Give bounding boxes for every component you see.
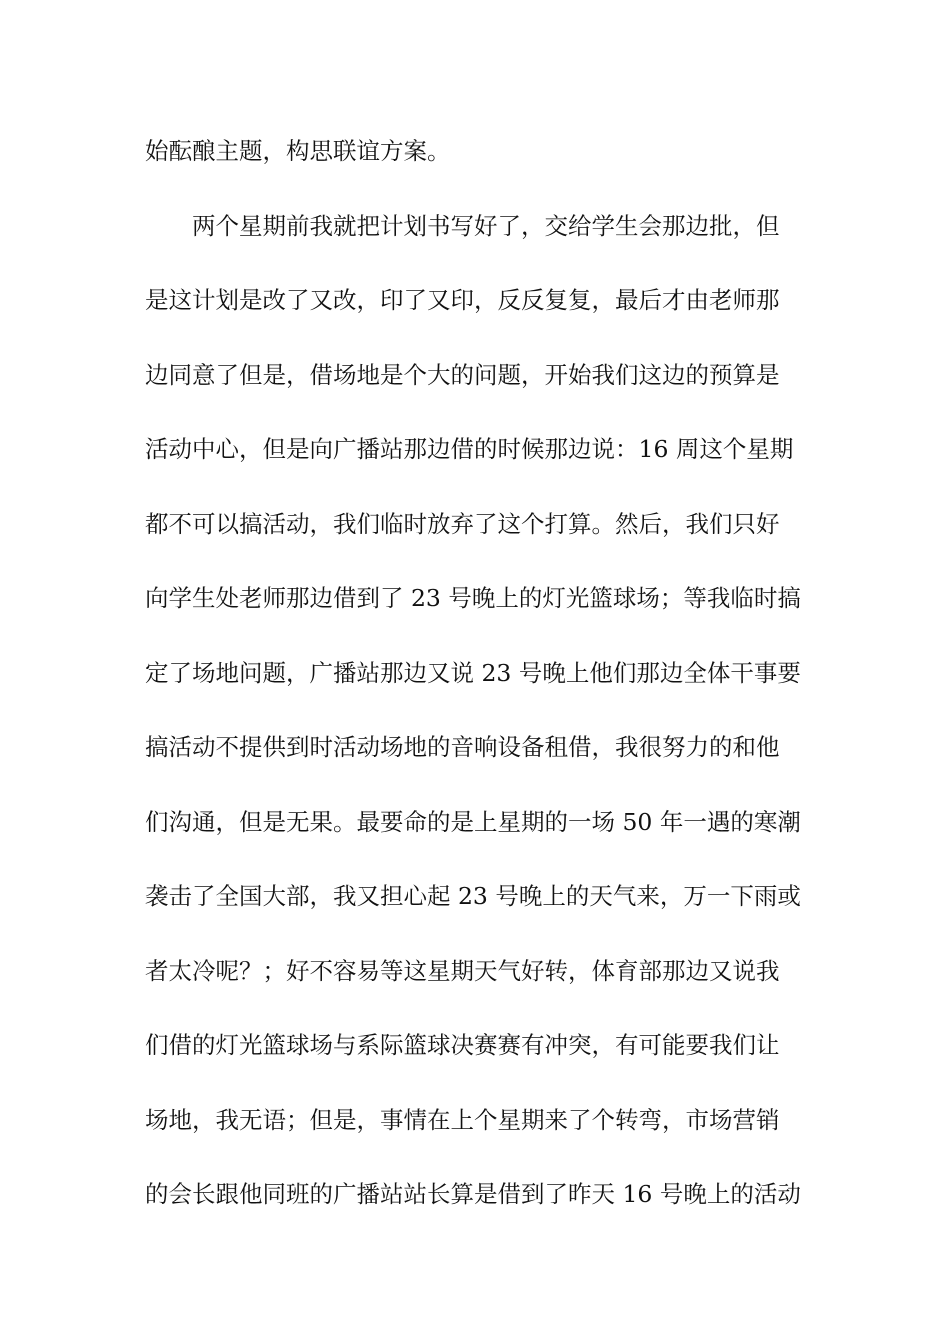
text-line: 边同意了但是，借场地是个大的问题，开始我们这边的预算是 bbox=[145, 360, 780, 389]
text-line: 活动中心，但是向广播站那边借的时候那边说：16 周这个星期 bbox=[145, 435, 794, 463]
text-line: 袭击了全国大部，我又担心起 23 号晚上的天气来，万一下雨或 bbox=[145, 882, 801, 910]
text-line: 们沟通，但是无果。最要命的是上星期的一场 50 年一遇的寒潮 bbox=[145, 807, 801, 836]
text-line: 都不可以搞活动，我们临时放弃了这个打算。然后，我们只好 bbox=[145, 509, 780, 538]
text-line: 场地，我无语；但是，事情在上个星期来了个转弯，市场营销 bbox=[145, 1105, 780, 1134]
text-line: 向学生处老师那边借到了 23 号晚上的灯光篮球场；等我临时搞 bbox=[145, 584, 801, 612]
text-line: 搞活动不提供到时活动场地的音响设备租借，我很努力的和他 bbox=[145, 733, 780, 761]
body-text bbox=[145, 128, 815, 1246]
text-line: 定了场地问题，广播站那边又说 23 号晚上他们那边全体干事要 bbox=[145, 658, 801, 687]
text-line: 是这计划是改了又改，印了又印，反反复复，最后才由老师那 bbox=[145, 286, 780, 314]
text-line: 的会长跟他同班的广播站站长算是借到了昨天 16 号晚上的活动 bbox=[145, 1180, 801, 1208]
text-line: 始酝酿主题，构思联谊方案。 bbox=[145, 137, 451, 165]
text-line: 们借的灯光篮球场与系际篮球决赛赛有冲突，有可能要我们让 bbox=[145, 1031, 780, 1059]
text-line: 两个星期前我就把计划书写好了，交给学生会那边批，但 bbox=[192, 211, 780, 240]
text-line: 者太冷呢？；好不容易等这星期天气好转，体育部那边又说我 bbox=[145, 956, 780, 985]
